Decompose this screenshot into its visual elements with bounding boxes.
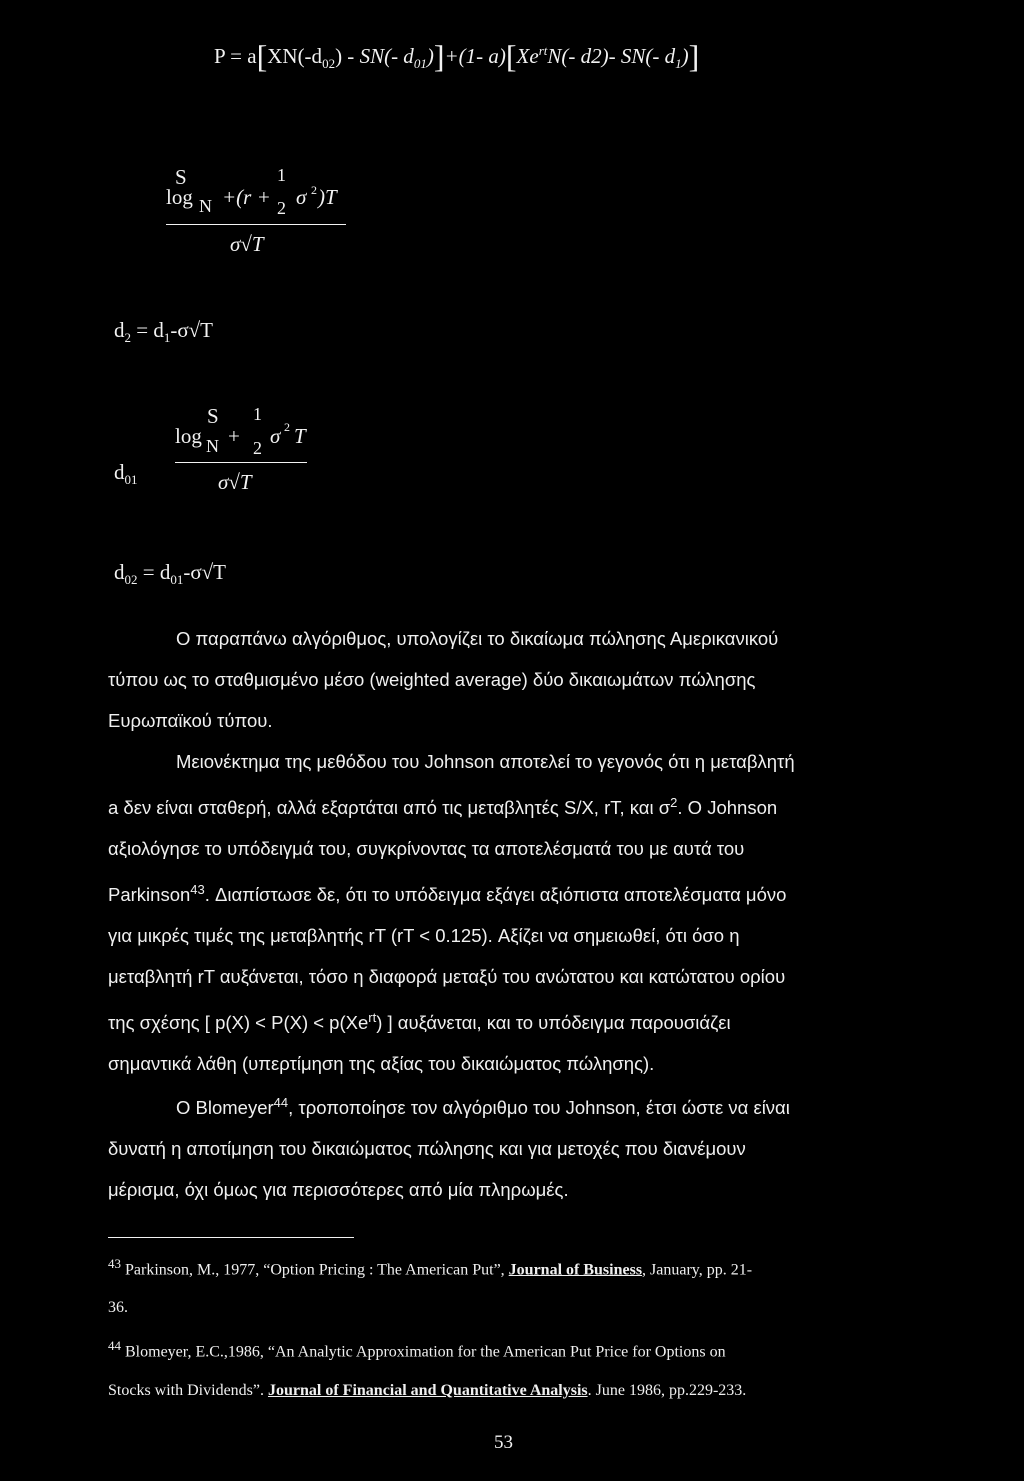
d02-label: d [114,560,125,584]
para2-line2 [108,782,918,828]
d01-half-den: 2 [253,438,262,458]
para3-line3: μέρισμα, όχι όμως για περισσότερες από μία πληρωμές. [108,1179,569,1201]
footnotes [108,1245,918,1410]
page-number: 53 [494,1432,513,1453]
d01-label-wrap [114,460,138,488]
para1-line2: τύπου ως το σταθμισμένο μέσο (weighted average) δύο δικαιωμάτων πώλησης [108,669,756,690]
formula-p-term4: N(- d2)- SN(- d [547,44,676,68]
d1-sigma: σ [296,185,307,209]
d02-rhs: = d [142,560,171,584]
d01-sup: 2 [284,420,290,434]
para2-line4a: Parkinson [108,884,191,906]
d2-rhs-rest: -σ√T [170,318,214,342]
d01-plus: + [228,424,240,448]
para2-line7a: της σχέσης [ p(X) < P(X) < p(Xe [108,1012,369,1034]
para2-line1: Μειονέκτημα της μεθόδου του Johnson αποτελεί το γεγονός ότι η μεταβλητή [176,751,795,772]
footnote-43-journal: Journal of Business [508,1261,643,1279]
para2-line7-sup: rt [368,1010,377,1026]
para3-line1b: , τροποποίησε τον αλγόριθμο του Johnson, έτσι ώστε να είναι [288,1097,790,1119]
para1-line1: Ο παραπάνω αλγόριθμος, υπολογίζει το δικαίωμα πώλησης Αμερικανικού [176,628,779,649]
footnote-43-text: Parkinson, M., 1977, “Option Pricing : The American Put”, [121,1261,509,1279]
footnote-44-rest: . June 1986, pp.229-233. [587,1381,747,1399]
formula-d2 [114,318,213,346]
formula-d02 [114,560,226,588]
paragraph-1 [108,618,918,741]
formula-p-term1: XN(-d [267,44,323,68]
footnote-44-num: 44 [108,1338,121,1354]
formula-p-term4-close: ) [681,44,689,68]
formula-p-term2: SN(- d [359,44,414,68]
para2-line5: για μικρές τιμές της μεταβλητής rT (rT < 0.125). Αξίζει να σημειωθεί, ότι όσο η [108,925,740,947]
para2-line2-sup: 2 [670,795,678,810]
d01-sigma: σ [270,424,281,448]
footnote-44-text: Blomeyer, E.C.,1986, “An Analytic Approximation for the American Put Price for Options on [121,1343,726,1361]
footnote-43-rest: , January, pp. 21- [642,1261,753,1279]
d1-rest: +(r + [222,185,271,209]
formula-p-term2-close: ) [426,44,434,68]
formula-p-lhs: P = a [214,44,257,68]
para1-line3: Ευρωπαϊκού τύπου. [108,710,273,731]
bracket-open: [ [256,38,268,74]
d2-rhs-sub: 1 [163,330,171,346]
footnote-43 [108,1245,918,1289]
para3-line1a: Ο Blomeyer [176,1097,274,1119]
para3-line1 [108,1082,918,1128]
formula-put-price [214,40,699,72]
d01-sub: 01 [124,472,138,488]
para2-line3: αξιολόγησε το υπόδειγμά του, συγκρίνοντας τα αποτελέσματά του με αυτά του [108,838,745,860]
d01-half-num: 1 [253,404,262,424]
para2-line7b: ) ] αυξάνεται, και το υπόδειγμα παρουσιάζει [376,1012,731,1034]
formula-p-term1-sub: 02 [322,56,336,72]
d1-log: log [166,185,193,209]
d1-T: )T [318,185,337,209]
d02-sub: 02 [124,572,138,588]
para2-line2b: . Ο Johnson [677,797,778,819]
d01-label: d [114,460,125,484]
formula-p-term3: Xe [516,44,539,68]
d01-denominator: σ√T [218,470,252,494]
d01-fraction-bar [175,462,307,463]
d01-log: log [175,424,202,448]
footnote-44-line2 [108,1372,918,1410]
d2-rhs: = d [136,318,164,342]
footnote-44 [108,1327,918,1371]
d01-T: T [294,424,306,448]
d2-label: d [114,318,125,342]
footnote-44-journal: Journal of Financial and Quantitative Analysis [268,1381,588,1399]
d02-rhs-sub: 01 [170,572,184,588]
para2-line8: σημαντικά λάθη (υπερτίμηση της αξίας του δικαιώματος πώλησης). [108,1053,655,1075]
d1-denominator: σ√T [230,232,264,256]
formula-p-term3-sup: rt [538,43,548,58]
footnote-43-num: 43 [108,1256,121,1271]
para2-line7 [108,997,918,1043]
bracket-open-2: [ [505,38,517,74]
para2-line4 [108,869,918,915]
d02-rhs-rest: -σ√T [183,560,227,584]
d01-N: N [206,436,219,456]
paragraph-2 [108,741,918,1084]
para2-line4-sup: 43 [190,882,205,898]
formula-p-term1-close: ) - [335,44,355,68]
formula-p-term4-sub: 1 [675,56,682,72]
paragraph-3 [108,1082,918,1210]
formula-p-term2-sub: 01 [413,56,427,72]
para3-line2: δυνατή η αποτίμηση του δικαιώματος πώλησης και για μετοχές που διανέμουν [108,1138,746,1160]
footnote-divider [108,1237,354,1238]
footnote-43-line2: 36. [108,1299,128,1317]
para2-line6: μεταβλητή rT αυξάνεται, τόσο η διαφορά μεταξύ του ανώτατου και κατώτατου ορίου [108,966,786,988]
bracket-close: ] [433,38,445,74]
para2-line4b: . Διαπίστωσε δε, ότι το υπόδειγμα εξάγει αξιόπιστα αποτελέσματα μόνο [204,884,787,906]
d1-N: N [199,196,212,216]
d1-sup: 2 [311,183,317,197]
footnote-44-line2a: Stocks with Dividends”. [108,1381,268,1399]
para2-line2a: a δεν είναι σταθερή, αλλά εξαρτάται από τις μεταβλητές S/X, rT, και σ [108,797,671,819]
d1-half-num: 1 [277,165,286,185]
d2-sub: 2 [124,330,131,346]
d1-half-den: 2 [277,198,286,218]
d1-S: S [175,165,187,189]
d1-fraction-bar [166,224,346,225]
formula-p-mid: +(1- a) [444,44,506,68]
bracket-close-2: ] [688,38,700,74]
d01-S: S [207,404,219,428]
para3-line1-sup: 44 [273,1095,289,1110]
